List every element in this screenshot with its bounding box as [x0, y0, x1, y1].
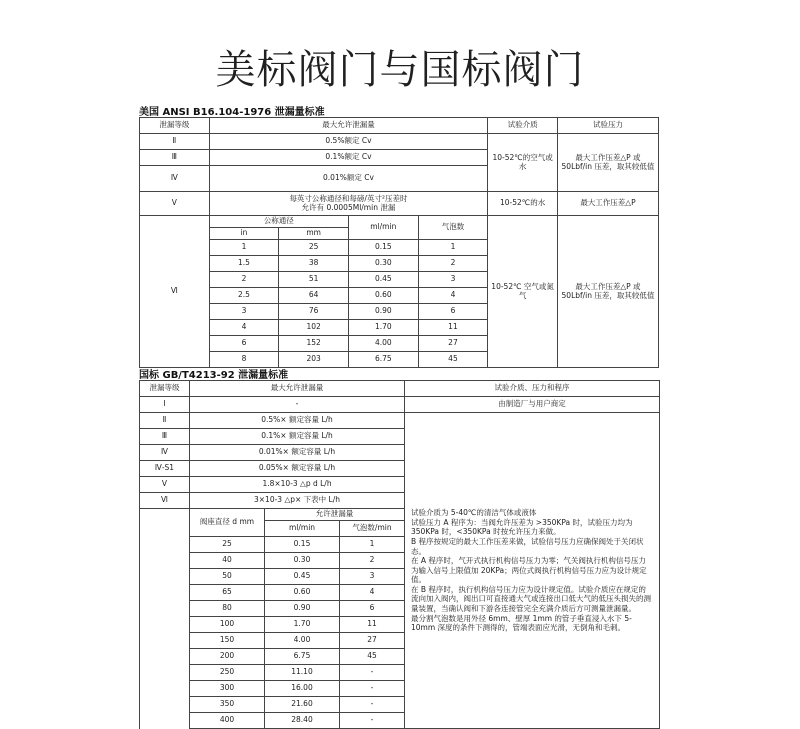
ansi-col-in: in	[209, 228, 279, 240]
ansi-medium-1: 10-52℃的空气或水	[488, 134, 558, 192]
ansi-vi-bubbles: 27	[418, 336, 488, 352]
gb-vi-ml: 0.45	[265, 569, 340, 585]
ansi-vi-bubbles: 2	[418, 256, 488, 272]
gb-value-3: 0.1%× 额定容量 L/h	[190, 429, 405, 445]
ansi-vi-ml: 0.30	[348, 256, 418, 272]
gb-vi-bubbles: -	[340, 665, 405, 681]
gb-vi-bubbles: -	[340, 713, 405, 729]
ansi-header-max-leak: 最大允许泄漏量	[209, 118, 488, 134]
gb-value-5: 1.8×10-3 △p d L/h	[190, 477, 405, 493]
ansi-vi-pressure: 最大工作压差△P 或 50Lbf/in 压差，取其较低值	[557, 216, 658, 368]
gb-value-6: 3×10-3 △p× 下表中 L/h	[190, 493, 405, 509]
gb-vi-d: 250	[190, 665, 265, 681]
gb-grade-6: Ⅵ	[140, 493, 190, 509]
ansi-vi-bubbles: 45	[418, 352, 488, 368]
gb-header-max-leak: 最大允许泄漏量	[190, 381, 405, 397]
ansi-vi-in: 8	[209, 352, 279, 368]
gb-vi-d: 40	[190, 553, 265, 569]
gb-vi-ml: 1.70	[265, 617, 340, 633]
gb-value-2: 0.5%× 额定容量 L/h	[190, 413, 405, 429]
gb-vi-ml: 0.30	[265, 553, 340, 569]
gb-grade-6-spacer	[140, 509, 190, 729]
gb-vi-ml: 0.90	[265, 601, 340, 617]
ansi-vi-in: 2.5	[209, 288, 279, 304]
gb-vi-ml: 28.40	[265, 713, 340, 729]
gb-note	[405, 413, 660, 729]
ansi-vi-ml: 0.90	[348, 304, 418, 320]
ansi-vi-ml: 1.70	[348, 320, 418, 336]
ansi-vi-mm: 38	[279, 256, 349, 272]
ansi-pressure-1: 最大工作压差△P 或 50Lbf/in 压差，取其较低值	[557, 134, 658, 192]
gb-header-conditions: 试验介质、压力和程序	[405, 381, 660, 397]
ansi-header-pressure: 试验压力	[557, 118, 658, 134]
gb-note-line: 试验介质为 5-40℃的清洁气体或液体	[411, 508, 537, 518]
gb-table	[139, 380, 660, 729]
ansi-vi-ml: 0.15	[348, 240, 418, 256]
gb-vi-bubbles: 6	[340, 601, 405, 617]
ansi-vi-ml: 4.00	[348, 336, 418, 352]
ansi-vi-bubbles: 1	[418, 240, 488, 256]
ansi-medium-5: 10-52℃的水	[488, 192, 558, 216]
gb-vi-d: 400	[190, 713, 265, 729]
gb-note-line: 试验压力 A 程序为：当阀允许压差为 >350KPa 时，试验压力均为 350KPa 时，<350KPa 时按允许压力来做。	[411, 517, 633, 537]
ansi-vi-mm: 25	[279, 240, 349, 256]
gb-note-line: 在 B 程序时，执行机构信号压力应为设计规定值。试验介质应在规定的流向加入阀内，阀出口可直接通大气或连接出口低大气的低压头损失的测量装置，当确认阀和下游各连接管完全充满介质后方可测量泄漏量。	[411, 584, 652, 614]
ansi-col-ml: ml/min	[348, 216, 418, 240]
gb-grade-2: Ⅱ	[140, 413, 190, 429]
ansi-col-bubbles: 气泡数	[418, 216, 488, 240]
gb-vi-d: 65	[190, 585, 265, 601]
gb-note-line: 最分割气泡数是用外径 6mm、壁厚 1mm 的管子垂直浸入水下 5-10mm 深度的条件下测得的，管端表面应光滑，无倒角和毛刺。	[411, 613, 632, 633]
gb-vi-ml: 0.15	[265, 537, 340, 553]
ansi-value-4: 0.01%额定 Cv	[209, 166, 488, 192]
gb-allowed-label: 允许泄漏量	[265, 509, 405, 521]
gb-vi-ml: 6.75	[265, 649, 340, 665]
gb-vi-ml: 0.60	[265, 585, 340, 601]
gb-cond-1: 由制造厂与用户商定	[405, 397, 660, 413]
ansi-value-2: 0.5%额定 Cv	[209, 134, 488, 150]
ansi-vi-mm: 152	[279, 336, 349, 352]
ansi-grade-3: Ⅲ	[140, 150, 210, 166]
ansi-grade-6: Ⅵ	[140, 216, 210, 368]
gb-grade-1: Ⅰ	[140, 397, 190, 413]
gb-vi-d: 80	[190, 601, 265, 617]
gb-vi-bubbles: 11	[340, 617, 405, 633]
gb-note-line: B 程序按规定的最大工作压差来做，试验信号压力应确保阀处于关闭状态。	[411, 536, 644, 556]
gb-vi-bubbles: 3	[340, 569, 405, 585]
ansi-table	[139, 117, 659, 368]
gb-col-bubbles: 气泡数/min	[340, 521, 405, 537]
ansi-value-5	[209, 192, 488, 216]
gb-vi-ml: 4.00	[265, 633, 340, 649]
ansi-vi-bubbles: 6	[418, 304, 488, 320]
page-title: 美标阀门与国标阀门	[215, 47, 585, 93]
ansi-caption: 美国 ANSI B16.104-1976 泄漏量标准	[139, 107, 325, 118]
gb-vi-bubbles: 4	[340, 585, 405, 601]
ansi-value-5-line1: 每英寸公称通径和每磅/英寸²压差时	[289, 193, 408, 203]
ansi-vi-mm: 102	[279, 320, 349, 336]
gb-caption: 国标 GB/T4213-92 泄漏量标准	[139, 370, 289, 381]
ansi-vi-in: 1.5	[209, 256, 279, 272]
ansi-vi-in: 2	[209, 272, 279, 288]
gb-vi-bubbles: 45	[340, 649, 405, 665]
ansi-vi-mm: 203	[279, 352, 349, 368]
gb-value-1: -	[190, 397, 405, 413]
gb-grade-4: Ⅳ	[140, 445, 190, 461]
gb-diameter-label: 阀座直径 d mm	[190, 509, 265, 537]
ansi-vi-in: 6	[209, 336, 279, 352]
gb-vi-d: 200	[190, 649, 265, 665]
ansi-pressure-5: 最大工作压差△P	[557, 192, 658, 216]
gb-vi-bubbles: -	[340, 681, 405, 697]
ansi-nominal-label: 公称通径	[209, 216, 348, 228]
gb-vi-d: 100	[190, 617, 265, 633]
gb-vi-ml: 21.60	[265, 697, 340, 713]
ansi-vi-bubbles: 4	[418, 288, 488, 304]
gb-note-line: 在 A 程序时，气开式执行机构信号压力为零；气关阀执行机构信号压力为输入信号上限值加 20KPa；两位式阀执行机构信号压力应为设计规定值。	[411, 556, 647, 585]
gb-header-grade: 泄漏等级	[140, 381, 190, 397]
gb-grade-4s1: Ⅳ-S1	[140, 461, 190, 477]
ansi-value-5-line2: 允许有 0.0005Ml/min 泄漏	[301, 202, 396, 212]
ansi-value-3: 0.1%额定 Cv	[209, 150, 488, 166]
ansi-vi-ml: 6.75	[348, 352, 418, 368]
gb-grade-5: Ⅴ	[140, 477, 190, 493]
gb-vi-bubbles: -	[340, 697, 405, 713]
ansi-vi-in: 1	[209, 240, 279, 256]
ansi-header-grade: 泄漏等级	[140, 118, 210, 134]
gb-value-4s1: 0.05%× 额定容量 L/h	[190, 461, 405, 477]
ansi-vi-bubbles: 11	[418, 320, 488, 336]
ansi-grade-4: Ⅳ	[140, 166, 210, 192]
gb-vi-bubbles: 1	[340, 537, 405, 553]
gb-vi-d: 300	[190, 681, 265, 697]
gb-vi-d: 25	[190, 537, 265, 553]
gb-vi-d: 150	[190, 633, 265, 649]
ansi-vi-ml: 0.45	[348, 272, 418, 288]
gb-vi-bubbles: 2	[340, 553, 405, 569]
ansi-vi-bubbles: 3	[418, 272, 488, 288]
gb-value-4: 0.01%× 额定容量 L/h	[190, 445, 405, 461]
ansi-vi-ml: 0.60	[348, 288, 418, 304]
ansi-grade-5: Ⅴ	[140, 192, 210, 216]
ansi-vi-medium: 10-52℃ 空气或氮气	[488, 216, 558, 368]
ansi-vi-in: 3	[209, 304, 279, 320]
ansi-header-medium: 试验介质	[488, 118, 558, 134]
ansi-grade-2: Ⅱ	[140, 134, 210, 150]
ansi-vi-in: 4	[209, 320, 279, 336]
gb-vi-d: 50	[190, 569, 265, 585]
ansi-vi-mm: 64	[279, 288, 349, 304]
gb-vi-ml: 16.00	[265, 681, 340, 697]
gb-vi-bubbles: 27	[340, 633, 405, 649]
ansi-vi-mm: 51	[279, 272, 349, 288]
gb-grade-3: Ⅲ	[140, 429, 190, 445]
gb-vi-d: 350	[190, 697, 265, 713]
ansi-vi-mm: 76	[279, 304, 349, 320]
gb-vi-ml: 11.10	[265, 665, 340, 681]
ansi-col-mm: mm	[279, 228, 349, 240]
gb-col-ml: ml/min	[265, 521, 340, 537]
